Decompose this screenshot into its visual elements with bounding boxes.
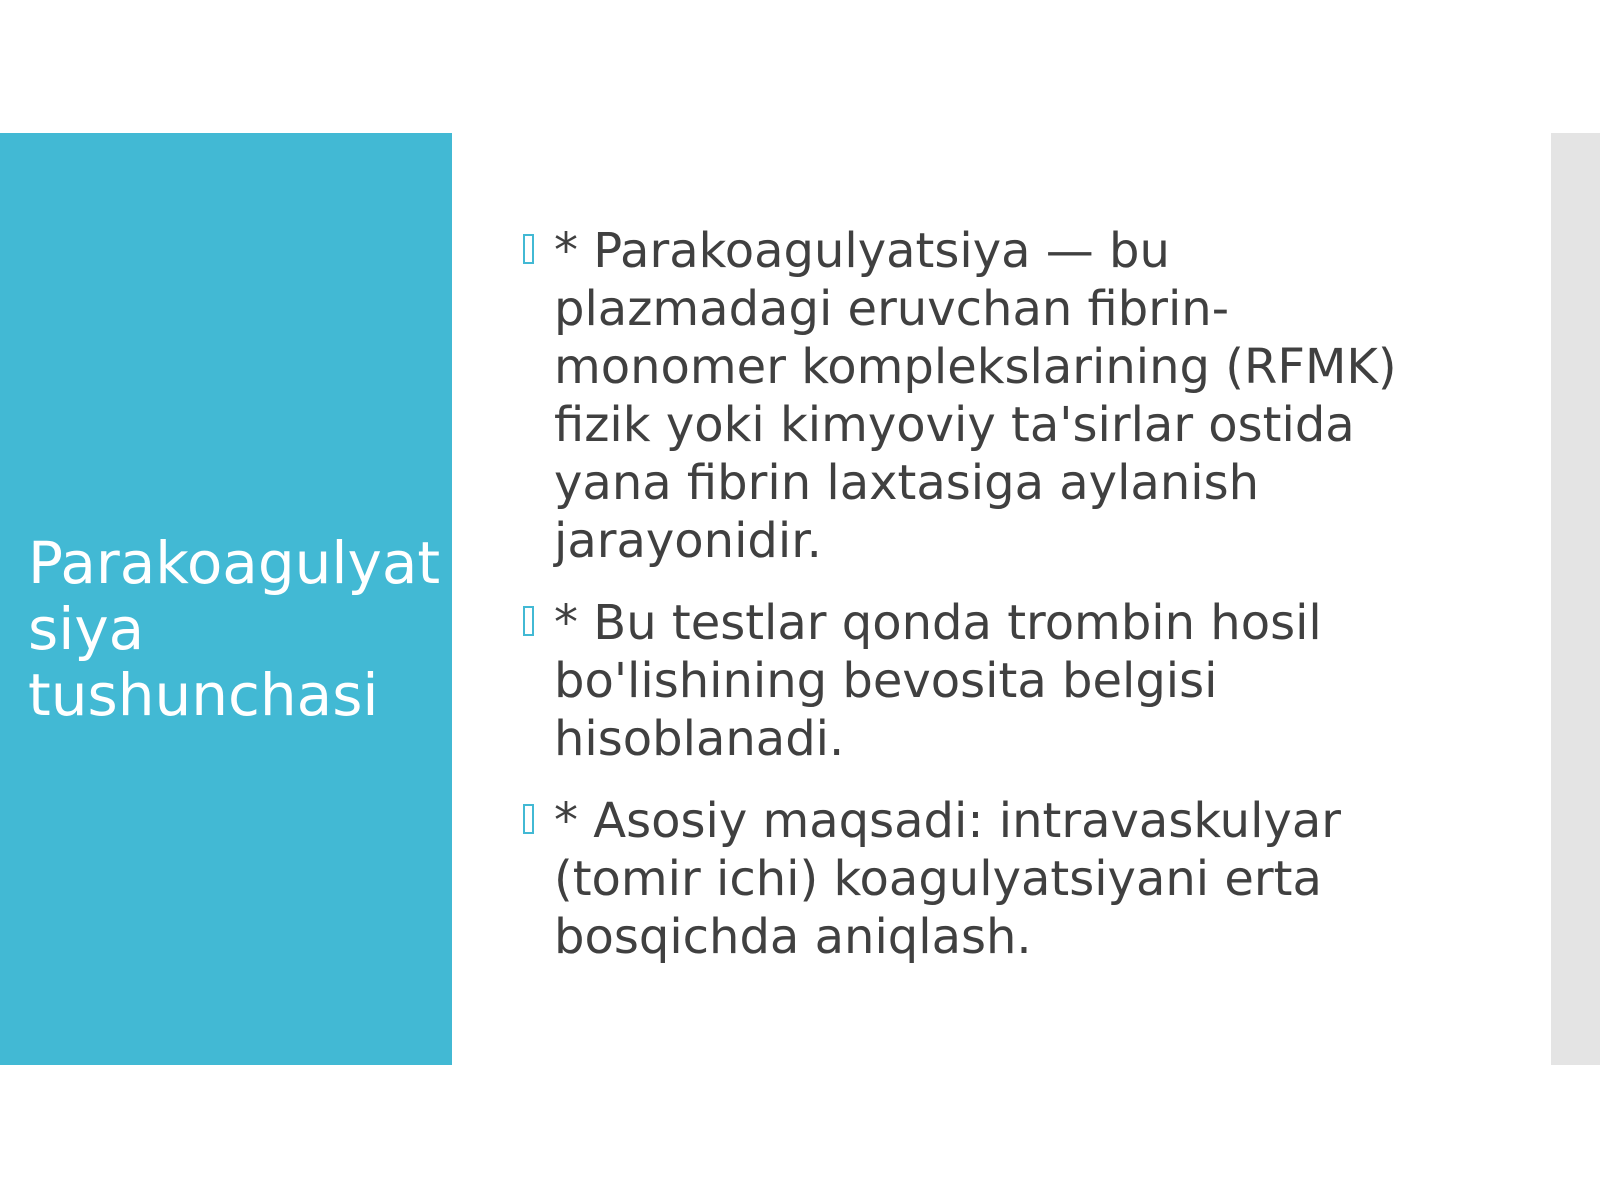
bullet-text-line: * Bu testlar qonda trombin hosil xyxy=(554,595,1322,651)
bullet-text-line: * Asosiy maqsadi: intravaskulyar xyxy=(554,793,1341,849)
bullet-text-line: * Parakoagulyatsiya — bu xyxy=(554,223,1170,279)
bullet-text-line: yana fibrin laxtasiga aylanish xyxy=(554,455,1259,511)
slide-title xyxy=(28,530,443,728)
bullet-item xyxy=(517,792,1527,966)
slide-title-line: Parakoagulyat xyxy=(28,529,441,597)
bullet-text-line: jarayonidir. xyxy=(554,513,822,569)
bullet-square-icon xyxy=(523,804,534,834)
bullet-text-line: bosqichda aniqlash. xyxy=(554,909,1032,965)
bullet-text-line: bo'lishining bevosita belgisi xyxy=(554,653,1218,709)
bullet-square-icon xyxy=(523,606,534,636)
bullet-item xyxy=(517,594,1527,768)
bullet-text-line: monomer komplekslarining (RFMK) xyxy=(554,339,1397,395)
slide-title-line: siya xyxy=(28,595,145,663)
slide-title-line: tushunchasi xyxy=(28,661,379,729)
bullet-text-line: fizik yoki kimyoviy ta'sirlar ostida xyxy=(554,397,1355,453)
bullet-list xyxy=(517,222,1527,990)
bullet-text-line: plazmadagi eruvchan fibrin- xyxy=(554,281,1230,337)
bullet-item xyxy=(517,222,1527,570)
bullet-text-line: (tomir ichi) koagulyatsiyani erta xyxy=(554,851,1322,907)
side-decoration-bar xyxy=(1551,133,1600,1065)
bullet-square-icon xyxy=(523,234,534,264)
bullet-text-line: hisoblanadi. xyxy=(554,711,845,767)
